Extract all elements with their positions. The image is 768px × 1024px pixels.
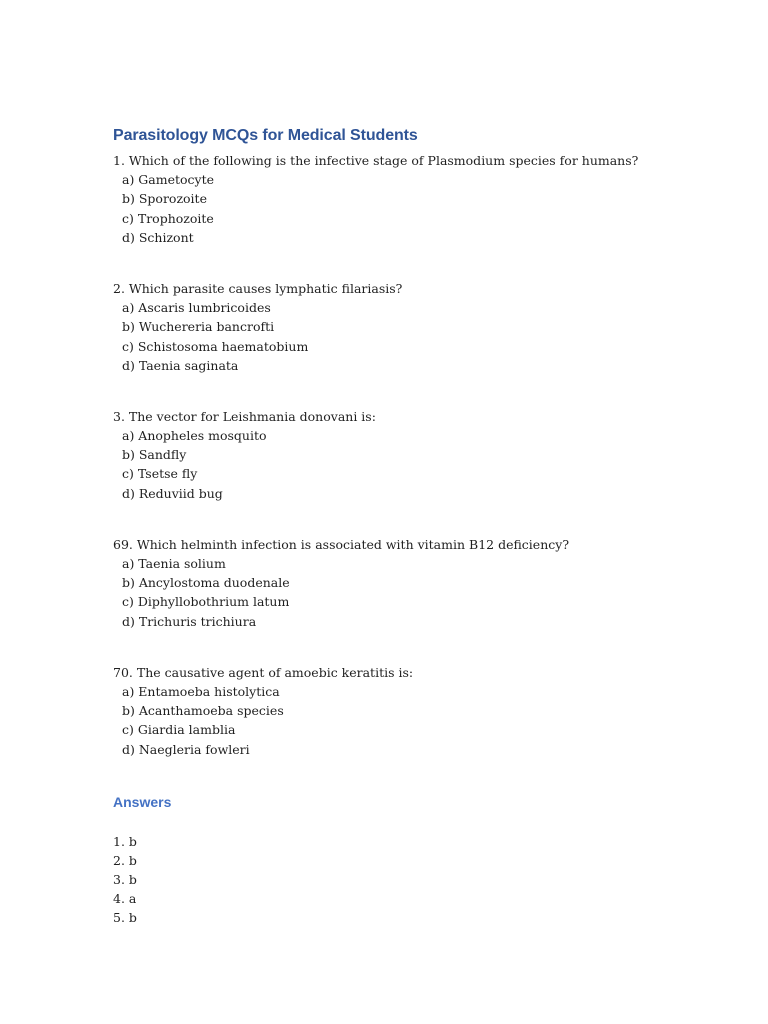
answer-option: c) Trophozoite [122,210,214,226]
answer-option: c) Schistosoma haematobium [122,338,309,354]
answer-option: d) Naegleria fowleri [122,741,250,757]
answer-option: a) Entamoeba histolytica [122,683,280,699]
question-block [113,407,713,503]
answer-key-item: 2. b [113,852,137,868]
question-block [113,151,713,247]
answer-option: b) Wuchereria bancrofti [122,319,275,335]
answers-list [113,832,713,928]
document-title: Parasitology MCQs for Medical Students [113,127,418,144]
question-text: 69. Which helminth infection is associated with vitamin B12 deficiency? [113,536,570,552]
question-text: 2. Which parasite causes lymphatic filariasis? [113,280,403,296]
answer-option: a) Gametocyte [122,172,215,188]
answer-option: d) Trichuris trichiura [122,613,257,629]
answer-option: a) Taenia solium [122,556,226,571]
spacer [113,631,713,663]
question-block [113,663,713,759]
answer-option: b) Ancylostoma duodenale [122,575,290,591]
answer-option: d) Reduviid bug [122,485,223,501]
spacer [113,503,713,535]
question-text: 1. Which of the following is the infective stage of Plasmodium species for humans? [113,153,639,168]
answer-key-item: 1. b [113,833,137,849]
answer-key-item: 4. a [113,891,137,907]
answer-option: a) Ascaris lumbricoides [122,300,271,316]
answer-option: c) Tsetse fly [122,466,198,482]
answer-key-item: 5. b [113,910,137,926]
question-text: 3. The vector for Leishmania donovani is: [113,408,376,424]
answer-option: b) Sandfly [122,447,187,463]
answer-option: c) Diphyllobothrium latum [122,594,290,610]
answer-option: d) Schizont [122,229,194,245]
answer-option: a) Anopheles mosquito [122,428,267,444]
answer-option: b) Acanthamoeba species [122,703,284,719]
spacer [113,375,713,407]
question-text: 70. The causative agent of amoebic keratitis is: [113,664,414,680]
spacer [113,247,713,279]
answer-option: b) Sporozoite [122,191,207,207]
answers-heading: Answers [113,793,172,810]
answer-key-item: 3. b [113,872,137,888]
answer-option: d) Taenia saginata [122,357,239,373]
document-page [113,124,713,928]
answer-option: c) Giardia lamblia [122,722,236,738]
question-block [113,535,713,631]
question-block [113,279,713,375]
